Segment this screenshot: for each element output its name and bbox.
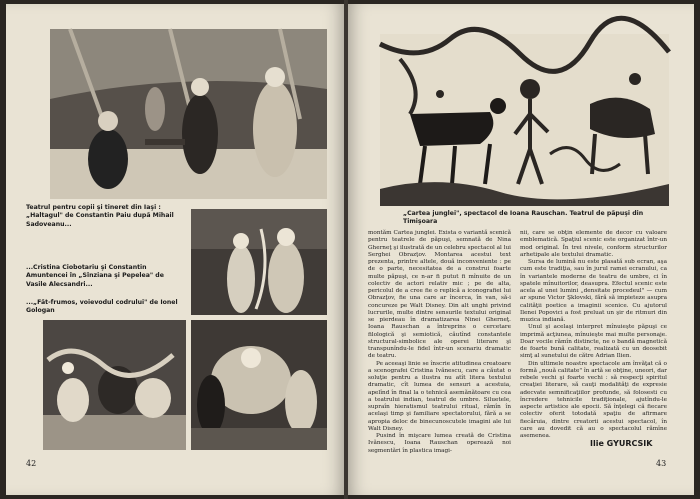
paragraph: nii, care se obţin elemente de decor cu valoare emblematică. Spaţiul scenic este organizat într-un mod original. În trei nivele, conform structurilor arhetipale ale textului dramatic.: [520, 230, 667, 258]
paragraph: Unul şi acelaşi interpret mînuieşte păpuşi ce imprimă acţiunea, mînuieşte mai multe personaje. Doar vocile rămîn distincte, ne o bandă magnetică de foarte bună calitate, realizată cu un deosebit simţ al sunetului de către Adrian Ilien.: [520, 324, 667, 360]
author-signature: Ilie GYURCSIK: [590, 439, 653, 448]
paragraph: Pe aceeaşi linie se înscrie atitudinea creatoare a scenografei Cristina Ivănescu, care a căutat o soluţie pentru a ilustra nu atît litera textului dramatic, cît lumea de sensuri a acestuia, apelînd în final la o tehnică asemănătoare cu cea a teatrului indian, teatrul de umbre. Siluetele, supraîn hieratismul teatrului ritual, rămîn în acelaşi timp şi familiare spectatorului, fără a se apropia deloc de binecunoscutele imagini ale lui Walt Disney.: [368, 360, 511, 432]
caption-haltagul: Teatrul pentru copii şi tineret din Iaşi : „Haltagul" de Constantin Paiu după Mihail Sadoveanu...: [26, 204, 174, 228]
caption-cartea-junglei: „Cartea junglei", spectacol de Ioana Rauschan. Teatrul de păpuşi din Timişoara: [403, 210, 644, 226]
paragraph: montăm Cartea junglei. Exista o variantă scenică pentru teatrele de păpuşi, semnată de Nina Gherneţ şi ilustrată de un celebru spectacol al lui Serghei Obrazţov. Montarea acestui text prezenta, printre altele, două inconveniente : pe de o parte, necesitatea de a construi foarte multe păpuşi, ce n-ar fi putut fi mînuite de un colectiv de actori relativ mic ; pe de alta, pericolul de a cree fie o replică a iconografiei lui Obrazţov, fie una care ar încerca, în van, să-i concureze pe Walt Disney. Din alt unghi privind lucrurile, multe dintre sensurile textului original se pierdeau în dramatizarea Ninei Gherneţ. Ioana Rauschan a întreprins o cercetare filologică şi semiotică, căutînd constantele structural-simbolice ale operei literare şi transpunîndu-le fidel într-un scenariu dramatic de teatru.: [368, 230, 511, 360]
photo-haltagul: [50, 29, 327, 199]
photo-fat-frumos-left: [43, 320, 186, 450]
photo-cartea-junglei: [380, 34, 669, 206]
paragraph: Pusind în mişcare lumea creată de Cristina Ivănescu, Ioana Rauschan operează noi segmentări în plastica imagi-: [368, 433, 511, 454]
caption-fat-frumos: ...„Făt-frumos, voievodul codrului" de Ionel Gologan: [26, 299, 178, 315]
photo-fat-frumos-right: [191, 320, 327, 450]
caption-sinziana-pepelea: ...Cristina Ciobotariu şi Constantin Amuntencei în „Sînziana şi Pepelea" de Vasile Alecsandri...: [26, 264, 164, 288]
left-page: [6, 4, 344, 495]
article-column-1: [368, 230, 511, 452]
page-number-left: 42: [26, 459, 37, 468]
photo-sinziana-pepelea: [191, 209, 327, 315]
right-page: [348, 4, 694, 495]
paragraph: Din ultimele noastre spectacole am învăţat că o formă „nouă calitate" în artă se obţine, uneori, dar rebele vechi şi foarte vechi : să respecţi spiritul creaţiei literare, să cauţi modalităţi de expresie adecvate semnificaţiilor profunde, să folosesti cu încredere tehnicile tradiţionale, ajutîndu-le aspecte artistice ale epocii. Să înţelegi că fiecare colectiv oferit totodată spaţiu de afirmare fiecăruia, dintre creatorii acestui spectacol, în care au dovedit că au o spectacolul rămîne asemenea.: [520, 360, 667, 439]
article-column-2: [520, 230, 667, 439]
paragraph: Sursa de lumină nu este plasată sub ecran, aşa cum este tradiţia, sau în jurul ramei ecranului, ca în variantele moderne de teatru de umbre, ci în spatele mînuitorilor, deasupra. Efectul scenic este acela al unei lumini „densitate procedeul" — cum ar spune Victor Şklovski, fără să impieteze asupra calităţii poetice a imaginii scenice. Cu ajutorul Ilenei Popovici a fost preluat un şir de ritmuri din muzica indiană.: [520, 259, 667, 323]
page-number-right: 43: [656, 459, 667, 468]
